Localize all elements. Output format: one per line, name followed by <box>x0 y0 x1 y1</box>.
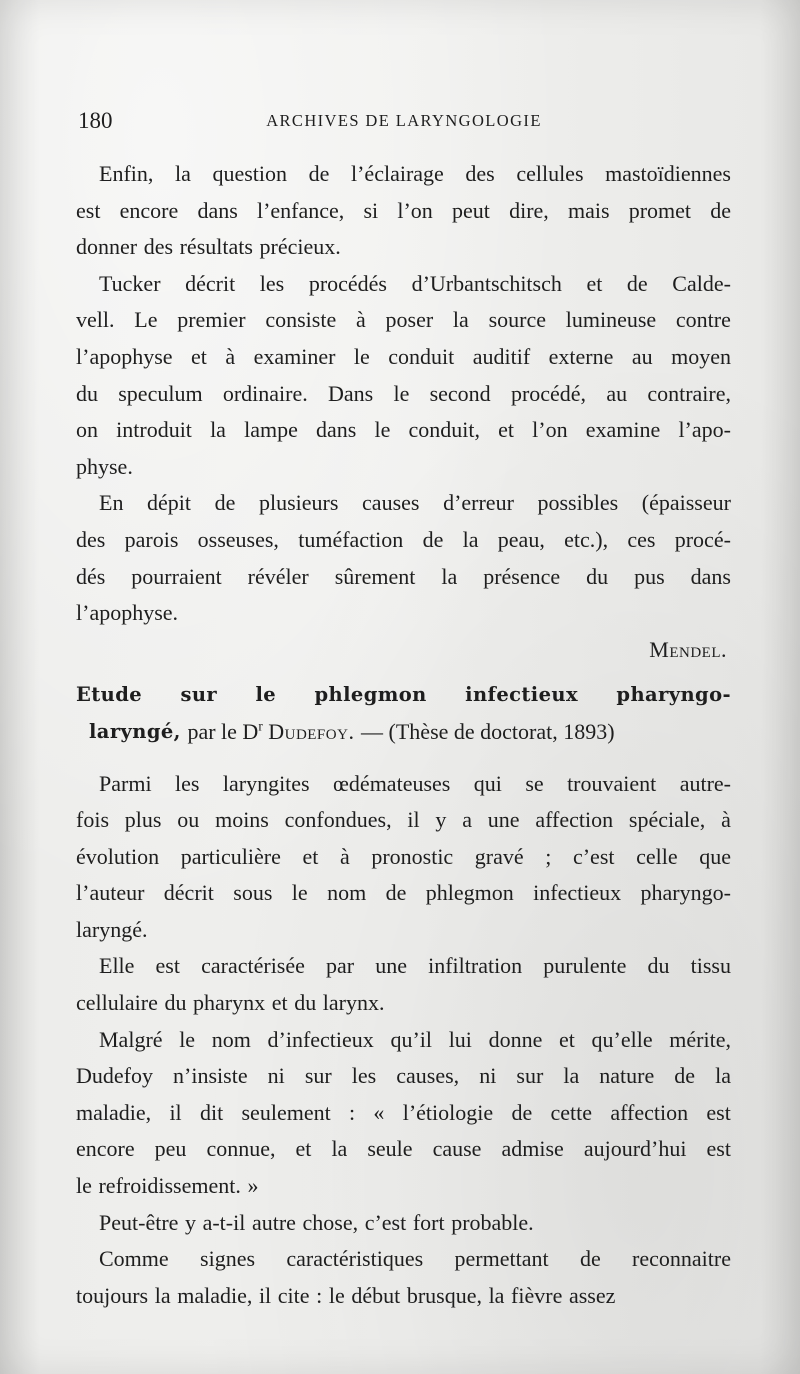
word: vell. <box>76 307 115 333</box>
word: « <box>373 1099 385 1125</box>
word: maladie, <box>177 1282 253 1308</box>
word: des <box>465 161 495 186</box>
word: fois <box>76 807 109 833</box>
text-line <box>76 912 731 949</box>
heading-word: phlegmon <box>314 683 427 707</box>
word: les <box>259 270 285 296</box>
text-line <box>76 522 731 559</box>
word: ni <box>479 1063 497 1089</box>
word: contre <box>675 307 731 333</box>
word: signes <box>200 1246 256 1272</box>
word: le <box>374 417 391 443</box>
word: l’on <box>397 197 433 223</box>
word: pronostic <box>371 843 454 869</box>
word: ; <box>545 843 552 869</box>
word: et <box>302 843 319 869</box>
word: par <box>326 953 355 979</box>
word: nom <box>211 1026 251 1052</box>
text-line <box>76 1168 731 1205</box>
text-line <box>76 766 731 803</box>
word: le <box>291 880 308 906</box>
word: auditif <box>472 343 531 369</box>
word: c’est <box>364 1209 407 1235</box>
word: la <box>488 1282 505 1308</box>
word: refroidissement. <box>98 1173 241 1199</box>
word: la <box>452 307 469 333</box>
text-line <box>76 193 731 230</box>
word: pharyngo- <box>640 880 731 906</box>
word: le <box>328 1282 345 1308</box>
paragraph <box>76 1241 731 1314</box>
word: caractéristiques <box>286 1246 424 1272</box>
word: Malgré <box>99 1026 163 1052</box>
word: toujours <box>76 1282 149 1308</box>
word: sur <box>304 1063 332 1089</box>
word: poser <box>385 307 434 333</box>
word: y <box>435 807 447 833</box>
signature: Mendel. <box>649 636 727 662</box>
paragraph <box>76 1022 731 1205</box>
word: d’infectieux <box>267 1026 374 1052</box>
word: nature <box>599 1063 655 1089</box>
word: gravé <box>474 843 524 869</box>
word: encore <box>119 197 179 223</box>
text-line <box>76 875 731 912</box>
word: etc.), <box>564 526 609 552</box>
word: : <box>349 1099 356 1125</box>
word: l’étiologie <box>402 1099 494 1125</box>
word: introduit <box>116 417 192 443</box>
review-dudefoy <box>76 766 731 1315</box>
word: donne <box>488 1026 543 1052</box>
word: du <box>647 953 670 979</box>
word: affection <box>535 807 614 833</box>
word: parois <box>124 526 179 552</box>
word: de <box>674 1063 696 1089</box>
word: dépit <box>147 490 192 516</box>
word: révéler <box>247 563 309 589</box>
word: En <box>99 490 124 516</box>
word: ni <box>267 1063 285 1089</box>
word: la <box>210 417 226 443</box>
heading-word: infectieux <box>465 683 579 707</box>
word: d’erreur <box>443 490 514 516</box>
word: se <box>525 770 544 796</box>
word: le <box>393 380 410 406</box>
word: probable. <box>451 1209 534 1235</box>
word: d’Urbantschitsch <box>411 270 562 296</box>
word: examiner <box>253 343 336 369</box>
word: de <box>626 270 648 296</box>
word: le <box>353 343 370 369</box>
word: osseuses, <box>197 526 279 552</box>
word: lumineuse <box>565 307 657 333</box>
word: Calde- <box>672 270 731 296</box>
paragraph <box>76 948 731 1021</box>
word: tissu <box>690 953 731 979</box>
word: mastoïdiennes <box>605 161 731 186</box>
word: Enfin, <box>99 161 154 186</box>
word: une <box>375 953 407 979</box>
word: que <box>699 843 731 869</box>
word: qu’elle <box>591 1026 653 1052</box>
word: autre- <box>679 770 731 796</box>
word: qui <box>473 770 502 796</box>
word: au <box>606 380 628 406</box>
body-text <box>76 156 731 1314</box>
word: Parmi <box>99 770 152 796</box>
word: causes, <box>396 1063 460 1089</box>
word: l’apophyse <box>76 343 173 369</box>
word: il <box>407 807 420 833</box>
word: c’est <box>572 843 615 869</box>
word: a <box>462 807 472 833</box>
paragraph <box>76 266 731 486</box>
word: source <box>488 307 546 333</box>
word: infiltration <box>428 953 523 979</box>
word: dire, <box>509 197 549 223</box>
word: le <box>76 1173 92 1199</box>
word: œdémateuses <box>333 770 451 796</box>
text-line <box>76 449 731 486</box>
word: dans <box>316 417 357 443</box>
word: contraire, <box>647 380 731 406</box>
word: affection <box>610 1099 689 1125</box>
word: est <box>76 197 101 223</box>
word: début <box>351 1282 401 1308</box>
word: et <box>271 990 288 1016</box>
word: du <box>294 990 317 1016</box>
heading-word: laryngé, <box>89 719 181 743</box>
word: connue, <box>206 1136 276 1162</box>
word: cette <box>550 1099 593 1125</box>
word: laryngites <box>222 770 310 796</box>
review-heading-line-1 <box>76 677 731 714</box>
text-line <box>76 412 731 449</box>
word: (épaisseur <box>641 490 731 516</box>
word: peau, <box>497 526 545 552</box>
text-line <box>76 1131 731 1168</box>
word: décrit <box>163 880 214 906</box>
word: et <box>559 1026 575 1052</box>
word: pus <box>634 563 665 589</box>
word: l’on <box>532 417 568 443</box>
word: à <box>356 307 366 333</box>
text-line <box>76 1241 731 1278</box>
word: seulement <box>241 1099 331 1125</box>
word: précieux. <box>259 234 341 260</box>
word: et <box>498 417 515 443</box>
word: question <box>212 161 288 186</box>
word: physe. <box>76 453 133 479</box>
word: plus <box>124 807 162 833</box>
word: moins <box>215 807 269 833</box>
word: encore <box>76 1136 135 1162</box>
word: second <box>429 380 491 406</box>
review-mendel <box>76 156 731 632</box>
word: et <box>586 270 603 296</box>
word: cite <box>277 1282 310 1308</box>
word: ordinaire. <box>222 380 308 406</box>
text-line <box>76 1022 731 1059</box>
word: sûrement <box>334 563 416 589</box>
word: pharynx <box>193 990 266 1016</box>
word: résultats <box>179 234 253 260</box>
word: du <box>76 380 98 406</box>
word: phlegmon <box>425 880 514 906</box>
word: à <box>339 843 350 869</box>
word: Peut-être <box>99 1209 179 1235</box>
source-citation: — (Thèse de doctorat, 1893) <box>361 718 615 744</box>
word: du <box>586 563 609 589</box>
word: ou <box>177 807 200 833</box>
word: y <box>185 1209 196 1235</box>
word: sur <box>516 1063 544 1089</box>
text-line <box>76 1095 731 1132</box>
running-head <box>78 108 730 138</box>
word: particulière <box>180 843 281 869</box>
text-line <box>76 559 731 596</box>
word: les <box>351 1063 377 1089</box>
heading-word: sur <box>180 683 218 707</box>
word: pourraient <box>131 563 222 589</box>
text-line <box>76 156 731 193</box>
paragraph <box>76 766 731 949</box>
text-line <box>76 229 731 266</box>
word: des <box>76 526 106 552</box>
word: laryngé. <box>76 916 148 942</box>
word: fièvre <box>511 1282 563 1308</box>
signature-line <box>76 632 731 669</box>
word: la <box>154 1282 171 1308</box>
text-line <box>76 339 731 376</box>
word: aujourd’hui <box>583 1136 687 1162</box>
word: de <box>710 197 731 223</box>
word: lampe <box>244 417 298 443</box>
word: et <box>191 343 207 369</box>
word: celle <box>636 843 678 869</box>
word: cellulaire <box>76 990 158 1016</box>
word: il <box>258 1282 272 1308</box>
word: la <box>563 1063 580 1089</box>
word: assez <box>568 1282 616 1308</box>
word: dans <box>197 197 238 223</box>
word: Le <box>134 307 158 333</box>
word: au <box>631 343 653 369</box>
word: est <box>706 1136 731 1162</box>
word: moyen <box>671 343 731 369</box>
word: est <box>706 1099 731 1125</box>
text-line <box>76 376 731 413</box>
word: trouvaient <box>567 770 657 796</box>
heading-word: Etude <box>76 683 143 707</box>
word: tuméfaction <box>298 526 404 552</box>
word: décrit <box>185 270 236 296</box>
word: dit <box>199 1099 224 1125</box>
word: Tucker <box>99 270 161 296</box>
word: examine <box>585 417 661 443</box>
word: ces <box>627 526 656 552</box>
paragraph <box>76 156 731 266</box>
word: Comme <box>99 1246 169 1272</box>
word: la <box>715 1063 731 1089</box>
word: causes <box>362 490 420 516</box>
word: présence <box>483 563 561 589</box>
word: si <box>363 197 379 223</box>
review-heading-line-2 <box>76 714 731 751</box>
word: du <box>164 990 187 1016</box>
word: spéciale, <box>628 807 706 833</box>
word: est <box>155 953 180 979</box>
word: l’apophyse. <box>76 600 179 626</box>
word: mais <box>567 197 610 223</box>
text-line <box>76 1205 731 1242</box>
word: Elle <box>99 953 135 979</box>
page-number: 180 <box>78 108 113 133</box>
word: de <box>511 1099 533 1125</box>
word: à <box>225 343 236 369</box>
word: la <box>174 161 191 186</box>
word: il <box>169 1099 182 1125</box>
word: l’enfance, <box>256 197 345 223</box>
word: caractérisée <box>201 953 305 979</box>
word: conduit <box>388 343 455 369</box>
word: externe <box>548 343 614 369</box>
word: larynx. <box>322 990 385 1016</box>
word: des <box>143 234 174 260</box>
word: : <box>316 1282 323 1308</box>
word: lui <box>448 1026 472 1052</box>
word: de <box>385 880 407 906</box>
word: procédés <box>308 270 387 296</box>
word: conduit, <box>408 417 480 443</box>
word: à <box>721 807 731 833</box>
word: plusieurs <box>259 490 339 516</box>
word: premier <box>177 307 246 333</box>
paragraph <box>76 485 731 631</box>
word: de <box>214 490 236 516</box>
word: le <box>179 1026 196 1052</box>
word: n’insiste <box>173 1063 248 1089</box>
word: possibles <box>537 490 619 516</box>
word: la <box>331 1136 348 1162</box>
text-line <box>76 802 731 839</box>
word: speculum <box>118 380 203 406</box>
word: de <box>579 1246 601 1272</box>
word: peu <box>154 1136 187 1162</box>
word: chose, <box>302 1209 359 1235</box>
word: une <box>487 807 520 833</box>
text-line <box>76 948 731 985</box>
word: la <box>462 526 479 552</box>
word: mérite, <box>669 1026 731 1052</box>
word: » <box>247 1173 259 1199</box>
word: et <box>295 1136 312 1162</box>
text-line <box>76 485 731 522</box>
word: autre <box>251 1209 296 1235</box>
word: on <box>76 417 98 443</box>
text-line <box>76 985 731 1022</box>
text-line <box>76 266 731 303</box>
word: maladie, <box>76 1099 152 1125</box>
word: a-t-il <box>202 1209 246 1235</box>
word: confondues, <box>284 807 392 833</box>
word: admise <box>501 1136 564 1162</box>
word: sous <box>233 880 273 906</box>
word: dans <box>690 563 731 589</box>
text-line <box>76 1278 731 1315</box>
word: de <box>422 526 444 552</box>
word: l’auteur <box>76 880 145 906</box>
paragraph <box>76 1205 731 1242</box>
text-line <box>76 302 731 339</box>
text-line <box>76 595 731 632</box>
heading-word: le <box>255 683 277 707</box>
word: permettant <box>454 1246 549 1272</box>
author-name: Dudefoy. <box>268 718 355 744</box>
word: cellules <box>516 161 584 186</box>
word: seule <box>367 1136 413 1162</box>
word: donner <box>76 234 138 260</box>
word: procédé, <box>510 380 587 406</box>
word: brusque, <box>406 1282 482 1308</box>
word: nom <box>327 880 367 906</box>
word: consiste <box>265 307 337 333</box>
word: l’éclairage <box>350 161 444 186</box>
word: de <box>308 161 330 186</box>
word: la <box>441 563 458 589</box>
text-line <box>76 839 731 876</box>
word: l’apo- <box>678 417 731 443</box>
word: peut <box>452 197 490 223</box>
word: procé- <box>674 526 731 552</box>
word: Dudefoy <box>76 1063 153 1089</box>
word: Dans <box>327 380 374 406</box>
author-credit: par le $D^r$ Dudefoy. <box>187 718 355 744</box>
word: évolution <box>76 843 160 869</box>
heading-word: pharyngo- <box>616 683 731 707</box>
journal-title: ARCHIVES DE LARYNGOLOGIE <box>266 111 542 130</box>
word: purulente <box>543 953 627 979</box>
word: dés <box>76 563 106 589</box>
word: reconnaitre <box>632 1246 731 1272</box>
text-line <box>76 1058 731 1095</box>
word: qu’il <box>390 1026 433 1052</box>
word: cause <box>432 1136 482 1162</box>
word: les <box>174 770 200 796</box>
word: infectieux <box>533 880 622 906</box>
word: promet <box>628 197 692 223</box>
word: fort <box>412 1209 445 1235</box>
